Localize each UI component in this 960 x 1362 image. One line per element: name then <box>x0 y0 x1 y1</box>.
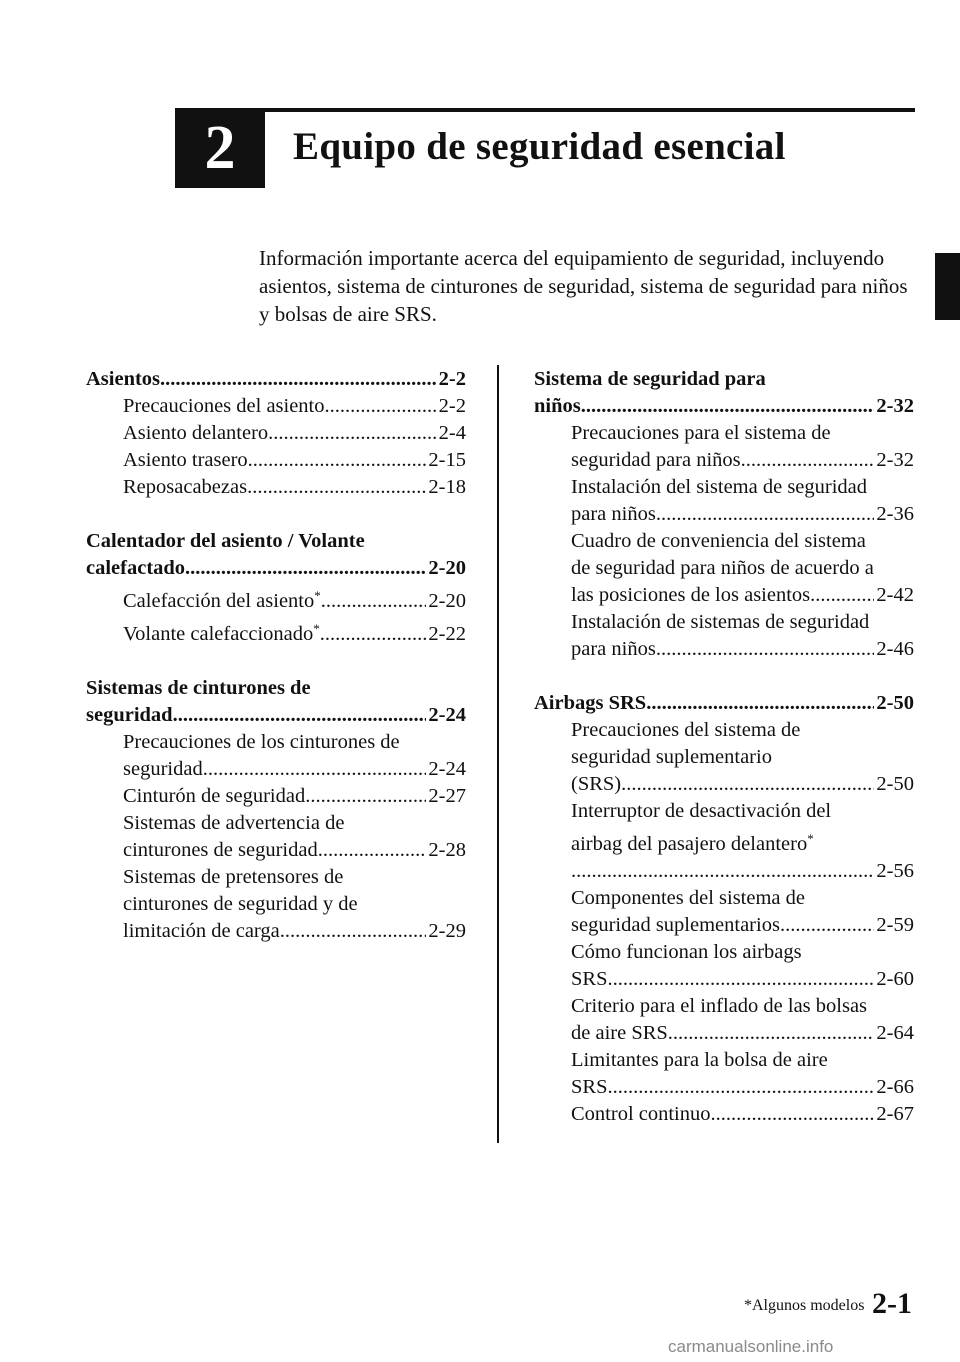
toc-left-column <box>86 366 466 972</box>
toc-entry-text: Instalación del sistema de seguridad <box>571 476 868 498</box>
toc-entry-label: Calefacción del asiento <box>123 590 315 612</box>
toc-entry-text: Criterio para el inflado de las bolsas <box>571 995 868 1017</box>
toc-entry-leader-line <box>123 474 466 501</box>
toc-entry[interactable] <box>534 609 914 663</box>
section-title-text: calefactado <box>86 557 186 579</box>
toc-entry[interactable] <box>86 582 466 615</box>
toc-entry-text: Precauciones para el sistema de <box>571 422 831 444</box>
toc-entry-line <box>571 885 914 912</box>
toc-entry-label: Reposacabezas <box>123 476 248 498</box>
section-title-text: Airbags SRS <box>534 692 647 714</box>
page-ref: 2-56 <box>876 860 914 882</box>
top-rule <box>175 108 915 112</box>
toc-entry-text: Componentes del sistema de <box>571 887 805 909</box>
page-ref: 2-66 <box>876 1076 914 1098</box>
toc-entry-leader-line <box>123 615 466 648</box>
toc-entry-line <box>571 420 914 447</box>
page-ref: 2-2 <box>438 368 466 390</box>
toc-entry[interactable] <box>534 939 914 993</box>
dot-leader <box>185 555 426 582</box>
dot-leader <box>173 702 427 729</box>
section-title-leader-line[interactable] <box>86 555 466 582</box>
toc-entry-text: Limitantes para la bolsa de aire <box>571 1049 828 1071</box>
toc-entry[interactable] <box>534 717 914 798</box>
dot-leader <box>268 420 437 447</box>
toc-entry-line <box>571 1047 914 1074</box>
toc-entry-text: Precauciones de los cinturones de <box>123 731 400 753</box>
page-ref: 2-20 <box>428 590 466 612</box>
dot-leader <box>581 393 875 420</box>
page-ref: 2-50 <box>876 773 914 795</box>
dot-leader <box>248 447 427 474</box>
dot-leader <box>810 582 874 609</box>
toc-section <box>534 366 914 663</box>
toc-entry-text: seguridad suplementario <box>571 746 772 768</box>
toc-entry-label: SRS <box>571 968 608 990</box>
dot-leader <box>160 366 437 393</box>
page-ref: 2-36 <box>876 503 914 525</box>
section-title-line: Calentador del asiento / Volante <box>86 530 365 552</box>
toc-entry-line <box>123 810 466 837</box>
section-title-leader-line[interactable] <box>86 702 466 729</box>
toc-entry-text <box>571 771 621 798</box>
toc-entry-leader-line <box>123 837 466 864</box>
dot-leader <box>646 690 874 717</box>
toc-entry-label: seguridad para niños <box>571 449 741 471</box>
section-title[interactable] <box>86 366 466 393</box>
toc-entry-leader-line <box>571 912 914 939</box>
toc-entry-text: Instalación de sistemas de seguridad <box>571 611 870 633</box>
toc-entry-label: seguridad <box>123 758 203 780</box>
toc-entry-label: SRS <box>571 1076 608 1098</box>
asterisk-mark: * <box>314 588 321 603</box>
asterisk-mark: * <box>807 831 814 846</box>
toc-entry-text <box>123 420 268 447</box>
toc-entry[interactable] <box>534 885 914 939</box>
dot-leader <box>780 912 874 939</box>
toc-entry-text: Sistemas de advertencia de <box>123 812 345 834</box>
page-ref: 2-2 <box>438 395 466 417</box>
section-title[interactable] <box>534 690 914 717</box>
toc-entry-label: Volante calefaccionado <box>123 623 314 645</box>
toc-entry-text: airbag del pasajero delantero <box>571 833 808 855</box>
page-ref: 2-15 <box>428 449 466 471</box>
toc-entry-text <box>123 615 320 648</box>
toc-entry-leader-line <box>123 756 466 783</box>
toc-entry-leader-line <box>123 783 466 810</box>
toc-section <box>86 366 466 501</box>
dot-leader <box>741 447 875 474</box>
dot-leader <box>318 837 427 864</box>
dot-leader <box>656 501 875 528</box>
toc-entry[interactable] <box>86 810 466 864</box>
dot-leader <box>607 966 874 993</box>
dot-leader <box>571 858 874 885</box>
toc-entry-line <box>571 825 914 858</box>
page-ref: 2-60 <box>876 968 914 990</box>
toc-entry-line <box>571 717 914 744</box>
toc-entry-label: Precauciones del asiento <box>123 395 325 417</box>
toc-entry-leader-line <box>571 447 914 474</box>
toc-entry-label: para niños <box>571 503 656 525</box>
toc-entry-label: (SRS) <box>571 773 622 795</box>
toc-right-column <box>534 366 914 1155</box>
dot-leader <box>305 783 426 810</box>
toc-entry[interactable] <box>534 993 914 1047</box>
toc-entry-label: Cinturón de seguridad <box>123 785 306 807</box>
toc-entry-text <box>571 582 810 609</box>
toc-entry-line <box>571 939 914 966</box>
chapter-intro: Información importante acerca del equipamiento de seguridad, incluyendo asientos, sistema de cinturones de seguridad, sistema de seguridad para niños y bolsas de aire SRS. <box>259 246 908 326</box>
asterisk-mark: * <box>313 621 320 636</box>
page-ref: 2-32 <box>876 395 914 417</box>
column-divider <box>497 365 499 1143</box>
toc-entry[interactable] <box>534 1047 914 1101</box>
toc-entry-leader-line <box>123 918 466 945</box>
toc-entry[interactable] <box>534 474 914 528</box>
toc-entry-line <box>123 864 466 891</box>
dot-leader <box>656 636 875 663</box>
toc-entry-leader-line <box>123 447 466 474</box>
chapter-number-box <box>175 108 265 188</box>
toc-entry-text <box>571 636 656 663</box>
page-ref: 2-24 <box>428 758 466 780</box>
toc-entry-label: seguridad suplementarios <box>571 914 780 936</box>
section-title-leader-line[interactable] <box>534 690 914 717</box>
toc-section <box>86 528 466 648</box>
toc-entry-line <box>571 555 914 582</box>
toc-entry-text: Interruptor de desactivación del <box>571 800 832 822</box>
toc-entry-line <box>123 729 466 756</box>
dot-leader <box>607 1074 874 1101</box>
dot-leader <box>280 918 427 945</box>
toc-entry-label: Asiento trasero <box>123 449 248 471</box>
toc-entry-leader-line <box>571 582 914 609</box>
page-ref: 2-42 <box>876 584 914 606</box>
toc-entry-text <box>571 1074 607 1101</box>
toc-entry[interactable] <box>86 615 466 648</box>
page-ref: 2-28 <box>428 839 466 861</box>
chapter-number: 2 <box>204 113 236 182</box>
toc-entry-text <box>571 1020 668 1047</box>
toc-section <box>86 675 466 945</box>
toc-entry-leader-line <box>571 636 914 663</box>
toc-entry-label: Asiento delantero <box>123 422 269 444</box>
toc-entry-leader-line <box>571 858 914 885</box>
toc-entry-text <box>123 837 318 864</box>
page-number: 2-1 <box>872 1287 912 1320</box>
dot-leader <box>711 1101 875 1128</box>
toc-entry-text: Cuadro de conveniencia del sistema <box>571 530 866 552</box>
chapter-title: Equipo de seguridad esencial <box>293 125 786 168</box>
toc-entry-text <box>571 966 607 993</box>
footer-note: *Algunos modelos <box>744 1297 865 1314</box>
toc-entry-leader-line <box>123 393 466 420</box>
toc-entry-label: de aire SRS <box>571 1022 668 1044</box>
section-title[interactable] <box>86 528 466 582</box>
section-title-text: seguridad <box>86 704 173 726</box>
toc-entry-text <box>571 501 656 528</box>
dot-leader <box>668 1020 875 1047</box>
toc-entry[interactable] <box>534 798 914 885</box>
toc-entry-text <box>571 1101 711 1128</box>
toc-entry[interactable] <box>86 447 466 474</box>
toc-entry[interactable] <box>534 1101 914 1128</box>
toc-entry-line <box>571 528 914 555</box>
toc-entry-line <box>571 474 914 501</box>
section-title-line: Sistemas de cinturones de <box>86 677 311 699</box>
toc-entry-text: Cómo funcionan los airbags <box>571 941 802 963</box>
watermark: carmanualsonline.info <box>668 1337 834 1356</box>
section-title[interactable] <box>86 675 466 729</box>
toc-entry-label: Control continuo <box>571 1103 711 1125</box>
toc-entry-label: para niños <box>571 638 656 660</box>
toc-entry[interactable] <box>86 393 466 420</box>
page-ref: 2-67 <box>876 1103 914 1125</box>
toc-entry[interactable] <box>534 528 914 609</box>
page-ref: 2-46 <box>876 638 914 660</box>
toc-entry-text <box>123 447 248 474</box>
toc-entry-text: de seguridad para niños de acuerdo a <box>571 557 874 579</box>
section-title[interactable] <box>534 366 914 420</box>
section-title-text: Asientos <box>86 368 161 390</box>
page-ref: 2-22 <box>428 623 466 645</box>
dot-leader <box>621 771 874 798</box>
toc-entry[interactable] <box>86 729 466 783</box>
toc-entry-text <box>123 756 203 783</box>
page-ref: 2-50 <box>876 692 914 714</box>
toc-entry-leader-line <box>571 771 914 798</box>
toc-entry-label: las posiciones de los asientos <box>571 584 811 606</box>
dot-leader <box>321 588 427 615</box>
toc-entry-text <box>571 912 780 939</box>
toc-entry-leader-line <box>571 501 914 528</box>
toc-entry-text: Sistemas de pretensores de <box>123 866 344 888</box>
toc-entry-text <box>123 918 280 945</box>
toc-entry-text <box>123 582 321 615</box>
toc-entry-label: cinturones de seguridad <box>123 839 318 861</box>
toc-entry-leader-line <box>123 420 466 447</box>
toc-entry[interactable] <box>86 420 466 447</box>
toc-entry-leader-line <box>571 966 914 993</box>
toc-entry-line <box>571 798 914 825</box>
page-ref: 2-18 <box>428 476 466 498</box>
page-ref: 2-64 <box>876 1022 914 1044</box>
toc-entry-text <box>571 447 741 474</box>
toc-entry-label: limitación de carga <box>123 920 280 942</box>
section-title-leader-line[interactable] <box>86 366 466 393</box>
page-ref: 2-4 <box>438 422 466 444</box>
toc-entry[interactable] <box>86 864 466 945</box>
page-ref: 2-24 <box>428 704 466 726</box>
page-ref: 2-20 <box>428 557 466 579</box>
section-title-leader-line[interactable] <box>534 393 914 420</box>
toc-entry-text <box>123 783 305 810</box>
toc-entry-leader-line <box>571 1074 914 1101</box>
section-title-text: niños <box>534 395 581 417</box>
toc-entry-text: cinturones de seguridad y de <box>123 893 358 915</box>
dot-leader <box>247 474 426 501</box>
toc-entry[interactable] <box>86 474 466 501</box>
page-ref: 2-27 <box>428 785 466 807</box>
dot-leader <box>203 756 427 783</box>
toc-section <box>534 690 914 1128</box>
toc-entry-leader-line <box>571 1101 914 1128</box>
toc-entry[interactable] <box>534 420 914 474</box>
toc-entry-leader-line <box>123 582 466 615</box>
toc-entry-text <box>123 474 247 501</box>
toc-entry-text: Precauciones del sistema de <box>571 719 801 741</box>
page-ref: 2-32 <box>876 449 914 471</box>
chapter-side-tab <box>935 253 960 320</box>
toc-entry[interactable] <box>86 783 466 810</box>
toc-entry-line <box>571 993 914 1020</box>
toc-entry-leader-line <box>571 1020 914 1047</box>
dot-leader <box>320 621 427 648</box>
page-ref: 2-59 <box>876 914 914 936</box>
toc-entry-line <box>571 609 914 636</box>
dot-leader <box>325 393 437 420</box>
toc-entry-line <box>571 744 914 771</box>
section-title-line: Sistema de seguridad para <box>534 368 766 390</box>
page-ref: 2-29 <box>428 920 466 942</box>
toc-entry-line <box>123 891 466 918</box>
toc-entry-text <box>123 393 325 420</box>
